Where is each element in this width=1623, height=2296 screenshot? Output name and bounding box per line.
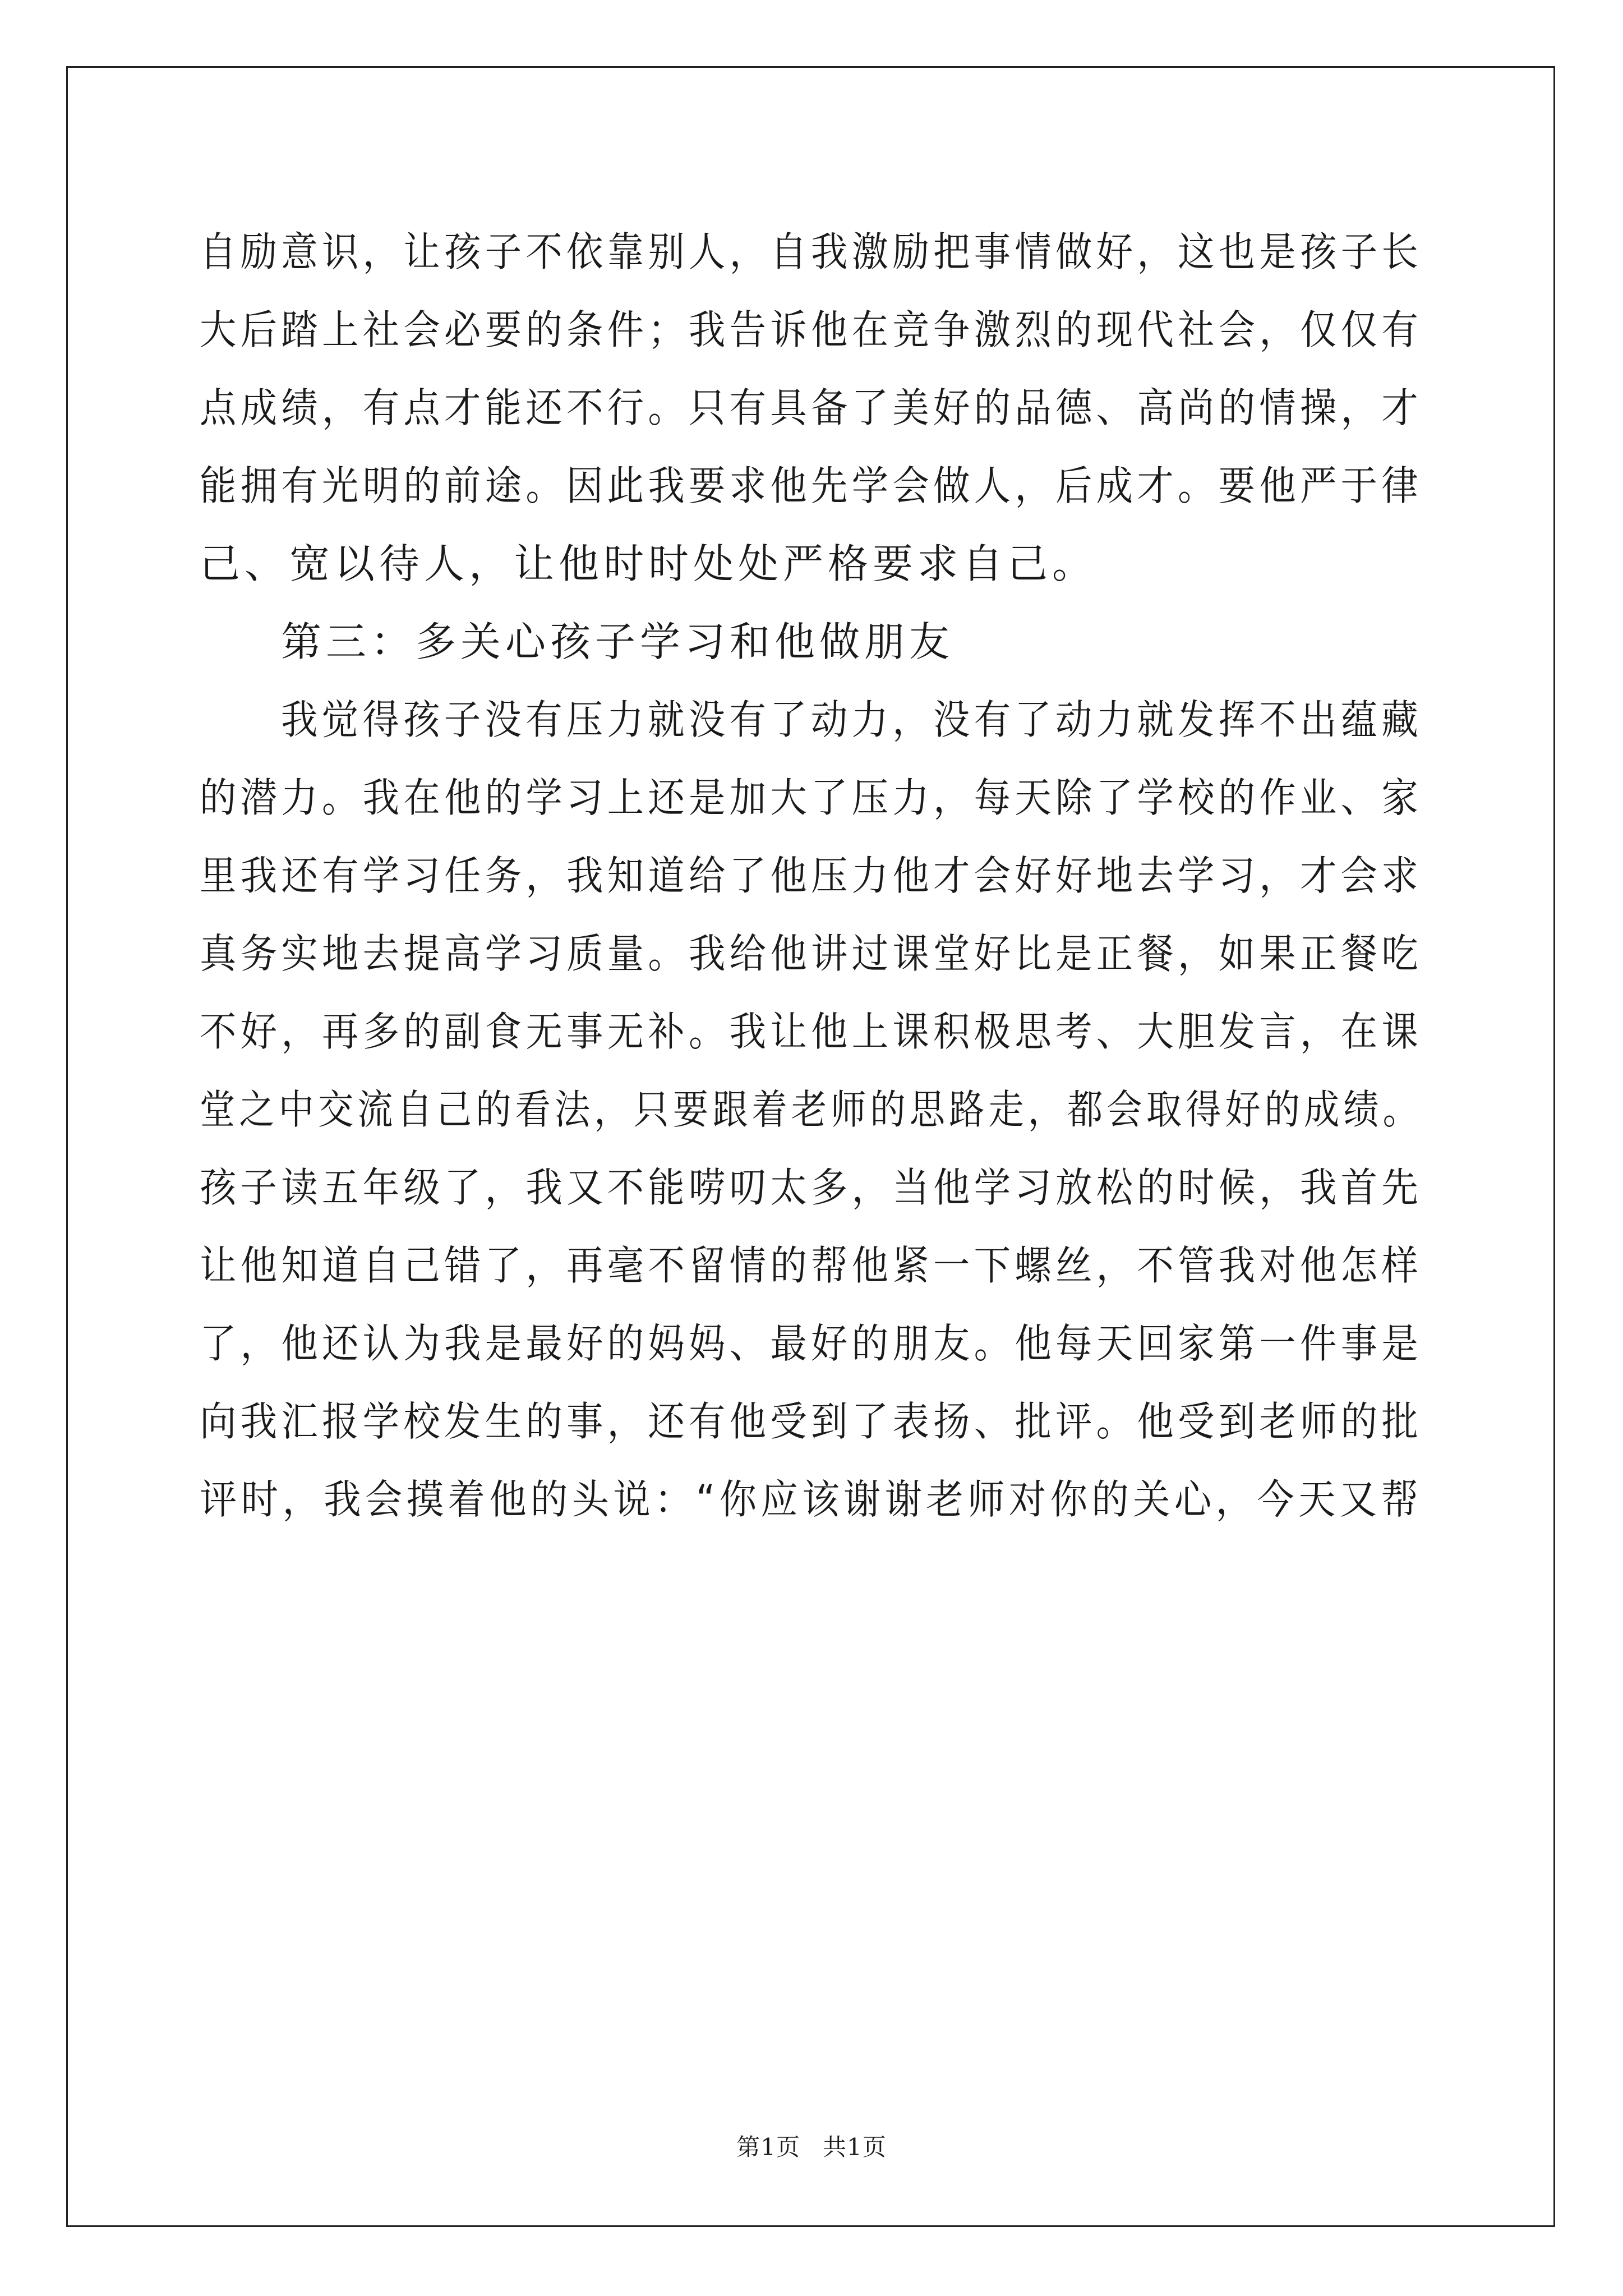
text-line-7: 我觉得孩子没有压力就没有了动力，没有了动力就发挥不出蕴藏 [281, 696, 1423, 743]
text-line-15: 了，他还认为我是最好的妈妈、最好的朋友。他每天回家第一件事是 [200, 1320, 1423, 1367]
text-line-14: 让他知道自己错了，再毫不留情的帮他紧一下螺丝，不管我对他怎样 [200, 1242, 1423, 1289]
text-line-10: 真务实地去提高学习质量。我给他讲过课堂好比是正餐，如果正餐吃 [200, 930, 1423, 977]
text-line-4: 能拥有光明的前途。因此我要求他先学会做人，后成才。要他严于律 [200, 462, 1423, 509]
page-footer [0, 2129, 1623, 2162]
page-number: 第1页 [736, 2133, 800, 2161]
text-line-11: 不好，再多的副食无事无补。我让他上课积极思考、大胆发言，在课 [200, 1008, 1423, 1055]
text-line-3: 点成绩，有点才能还不行。只有具备了美好的品德、高尚的情操，才 [200, 384, 1423, 431]
text-line-2: 大后踏上社会必要的条件；我告诉他在竞争激烈的现代社会，仅仅有 [200, 306, 1423, 353]
text-line-17: 评时，我会摸着他的头说：“你应该谢谢老师对你的关心，今天又帮 [200, 1476, 1423, 1523]
section-heading: 第三：多关心孩子学习和他做朋友 [281, 618, 955, 665]
text-line-9: 里我还有学习任务，我知道给了他压力他才会好好地去学习，才会求 [200, 852, 1423, 899]
text-line-16: 向我汇报学校发生的事，还有他受到了表扬、批评。他受到老师的批 [200, 1398, 1423, 1445]
text-line-1: 自励意识，让孩子不依靠别人，自我激励把事情做好，这也是孩子长 [200, 228, 1423, 275]
text-line-8: 的潜力。我在他的学习上还是加大了压力，每天除了学校的作业、家 [200, 774, 1423, 821]
text-line-5: 己、宽以待人，让他时时处处严格要求自己。 [200, 540, 1098, 587]
text-line-13: 孩子读五年级了，我又不能唠叨太多，当他学习放松的时候，我首先 [200, 1164, 1423, 1211]
text-line-12: 堂之中交流自己的看法，只要跟着老师的思路走，都会取得好的成绩。 [200, 1086, 1423, 1133]
page-total: 共1页 [823, 2133, 887, 2161]
